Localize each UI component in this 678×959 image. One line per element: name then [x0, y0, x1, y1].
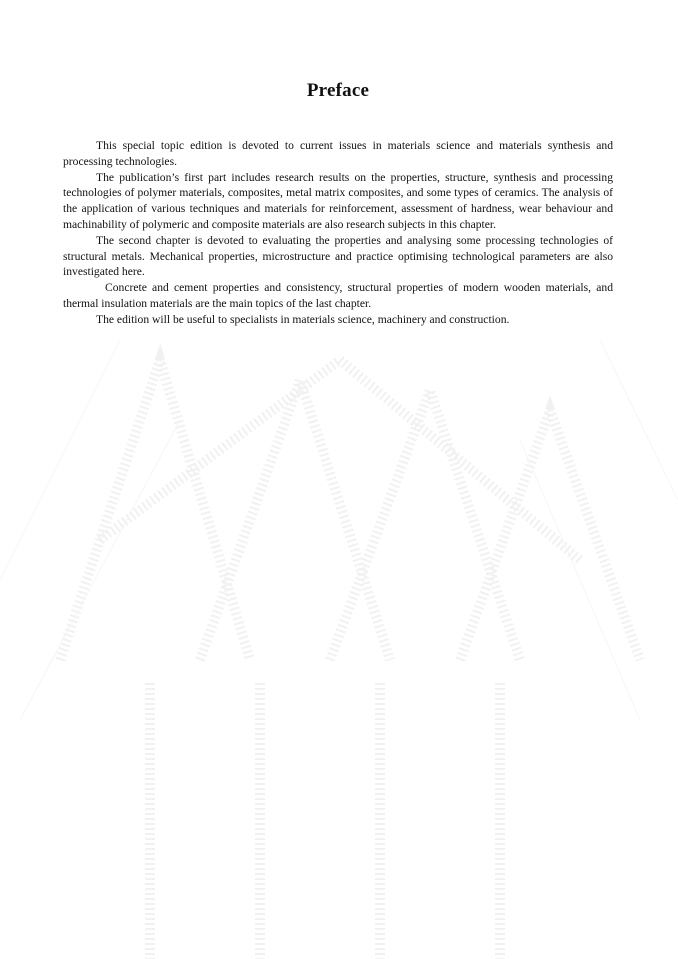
paragraph-conclusion: The edition will be useful to specialists in materials science, machinery and construction.	[96, 312, 510, 326]
preface-page	[63, 80, 613, 328]
publisher-watermark-icon	[0, 300, 678, 959]
paragraph-second-chapter: The second chapter is devoted to evaluating the properties and analysing some processing technologies of structural metals. Mechanical properties, microstructure and practice optimising technological parameters are also investigated here.	[63, 233, 613, 279]
paragraph-last-chapter: Concrete and cement properties and consistency, structural properties of modern wooden materials, and thermal insulation materials are the main topics of the last chapter.	[63, 281, 613, 310]
paragraph-intro: This special topic edition is devoted to current issues in materials science and materials synthesis and processing technologies.	[63, 139, 613, 168]
page-title: Preface	[306, 80, 370, 101]
paragraph-first-part: The publication’s first part includes research results on the properties, structure, synthesis and processing technologies of polymer materials, composites, metal matrix composites, and some types of ceramics. The analysis of the application of various techniques and materials for reinforcement, assessment of hardness, wear behaviour and machinability of polymeric and composite materials are also research subjects in this chapter.	[63, 170, 613, 231]
